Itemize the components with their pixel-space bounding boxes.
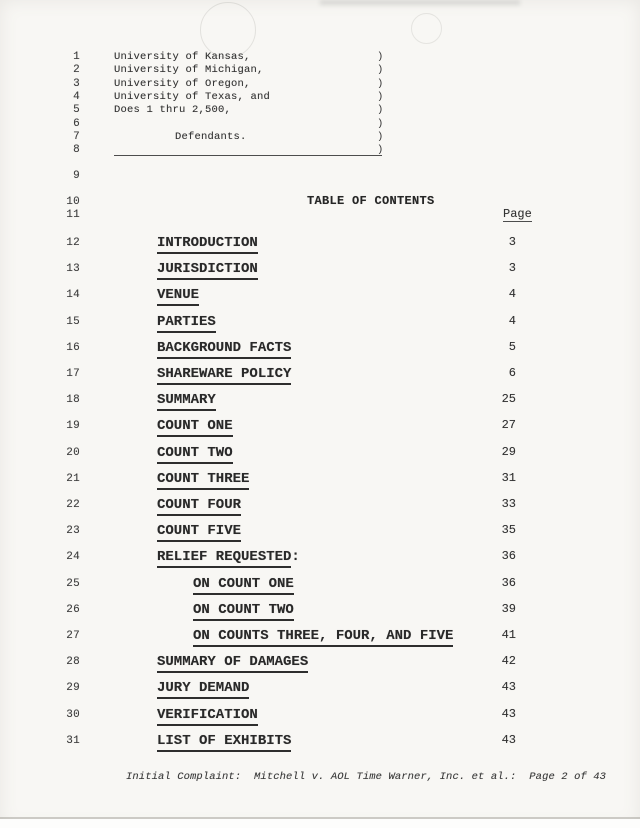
blank-line-row bbox=[0, 170, 640, 188]
toc-entry-underlined-text: COUNT FOUR bbox=[157, 497, 241, 516]
toc-entry-page-number: 3 bbox=[508, 235, 516, 249]
toc-entry-underlined-text: COUNT THREE bbox=[157, 471, 249, 490]
toc-entry-label bbox=[157, 523, 241, 539]
toc-entry-page-number: 36 bbox=[501, 575, 516, 590]
toc-entry-label bbox=[157, 680, 249, 696]
toc-entry-row bbox=[0, 314, 640, 332]
toc-entry-page-number: 4 bbox=[508, 287, 516, 302]
toc-entry-row bbox=[0, 680, 640, 698]
line-number: 13 bbox=[66, 263, 80, 276]
caption-paren: ) bbox=[377, 51, 384, 63]
toc-entry-underlined-text: INTRODUCTION bbox=[157, 235, 258, 254]
caption-underline bbox=[114, 145, 382, 156]
toc-entry-label bbox=[157, 392, 216, 408]
toc-entry-label bbox=[157, 314, 216, 330]
toc-entry-page-number: 41 bbox=[501, 628, 516, 642]
caption-paren: ) bbox=[377, 104, 384, 117]
caption-text: University of Michigan, bbox=[114, 64, 264, 77]
caption-text: University of Oregon, bbox=[114, 77, 251, 90]
line-number: 5 bbox=[73, 104, 80, 117]
toc-entry-underlined-text: JURY DEMAND bbox=[157, 680, 249, 699]
toc-entry-underlined-text: SHAREWARE POLICY bbox=[157, 366, 291, 385]
toc-entry-underlined-text: COUNT ONE bbox=[157, 418, 233, 437]
caption-paren: ) bbox=[377, 144, 384, 157]
line-number: 9 bbox=[73, 170, 80, 182]
scan-edge-strip bbox=[0, 819, 640, 828]
toc-entry-row bbox=[0, 576, 640, 594]
line-number: 10 bbox=[66, 196, 80, 208]
toc-entry-label bbox=[157, 418, 233, 434]
toc-entry-row bbox=[0, 340, 640, 358]
line-number: 27 bbox=[66, 630, 80, 642]
line-number: 2 bbox=[73, 64, 80, 77]
line-number: 30 bbox=[66, 708, 80, 721]
toc-entry-page-number: 25 bbox=[501, 392, 516, 407]
toc-entry-underlined-text: COUNT TWO bbox=[157, 445, 233, 464]
toc-entry-underlined-text: ON COUNT TWO bbox=[193, 602, 294, 621]
toc-entry-label bbox=[193, 576, 294, 592]
toc-entry-underlined-text: JURISDICTION bbox=[157, 261, 258, 280]
toc-entry-page-number: 3 bbox=[508, 261, 516, 276]
toc-entry-page-number: 4 bbox=[508, 313, 516, 328]
toc-entry-row bbox=[0, 235, 640, 253]
toc-entry-page-number: 27 bbox=[501, 418, 516, 433]
line-number: 4 bbox=[73, 91, 80, 104]
toc-title: TABLE OF CONTENTS bbox=[307, 194, 435, 208]
caption-paren: ) bbox=[377, 64, 384, 77]
caption-text: Defendants. bbox=[175, 131, 247, 144]
punch-hole bbox=[200, 2, 256, 58]
line-number: 17 bbox=[66, 368, 80, 380]
line-number: 1 bbox=[73, 51, 80, 63]
page-column-header: Page bbox=[503, 207, 532, 221]
toc-entry-page-number: 36 bbox=[501, 549, 516, 564]
toc-entry-row bbox=[0, 549, 640, 567]
caption-row bbox=[0, 144, 640, 162]
toc-entry-page-number: 43 bbox=[501, 706, 516, 721]
toc-entry-label bbox=[157, 471, 249, 487]
toc-entry-label bbox=[193, 602, 294, 618]
line-number: 18 bbox=[66, 394, 80, 407]
line-number: 8 bbox=[73, 144, 80, 157]
toc-entry-underlined-text: VERIFICATION bbox=[157, 707, 258, 726]
toc-entry-label bbox=[193, 628, 453, 644]
toc-entry-row bbox=[0, 707, 640, 725]
caption-text: Does 1 thru 2,500, bbox=[114, 104, 232, 117]
toc-entry-page-number: 33 bbox=[501, 497, 516, 511]
toc-entry-label bbox=[157, 340, 291, 356]
line-number: 26 bbox=[66, 603, 80, 616]
toc-entry-underlined-text: ON COUNTS THREE, FOUR, AND FIVE bbox=[193, 628, 453, 647]
toc-entry-label bbox=[157, 235, 258, 251]
toc-entry-row bbox=[0, 471, 640, 489]
line-number: 29 bbox=[66, 682, 80, 695]
toc-entry-page-number: 35 bbox=[501, 523, 516, 538]
line-number: 14 bbox=[66, 289, 80, 302]
toc-entry-page-number: 43 bbox=[501, 732, 516, 747]
line-number: 24 bbox=[66, 551, 80, 564]
toc-entry-page-number: 43 bbox=[501, 680, 516, 695]
caption-text: University of Texas, and bbox=[114, 91, 271, 104]
toc-entry-label bbox=[157, 366, 291, 382]
toc-entry-label bbox=[157, 287, 199, 303]
toc-entry-row bbox=[0, 628, 640, 646]
caption-paren: ) bbox=[377, 91, 384, 104]
line-number: 3 bbox=[73, 77, 80, 90]
toc-entry-row bbox=[0, 523, 640, 541]
toc-page-header-row bbox=[0, 207, 640, 225]
caption-paren: ) bbox=[377, 77, 384, 90]
toc-entry-underlined-text: LIST OF EXHIBITS bbox=[157, 733, 291, 752]
caption-paren: ) bbox=[377, 131, 384, 144]
toc-entry-label bbox=[157, 445, 233, 461]
caption-text: University of Kansas, bbox=[114, 51, 251, 63]
caption-paren: ) bbox=[377, 117, 384, 130]
toc-entry-page-number: 42 bbox=[501, 654, 516, 669]
line-number: 15 bbox=[66, 315, 80, 328]
line-number: 23 bbox=[66, 525, 80, 538]
toc-entry-row bbox=[0, 418, 640, 436]
toc-entry-page-number: 31 bbox=[501, 470, 516, 485]
line-number: 20 bbox=[66, 446, 80, 459]
toc-entry-underlined-text: SUMMARY bbox=[157, 392, 216, 411]
line-number: 25 bbox=[66, 577, 80, 590]
toc-entry-row bbox=[0, 261, 640, 279]
line-number: 11 bbox=[66, 209, 80, 221]
toc-entry-row bbox=[0, 497, 640, 515]
toc-entry-label bbox=[157, 707, 258, 723]
toc-entry-page-number: 5 bbox=[508, 339, 516, 354]
toc-entry-underlined-text: SUMMARY OF DAMAGES bbox=[157, 654, 308, 673]
scan-artifact-smear bbox=[320, 0, 520, 5]
toc-entry-underlined-text: BACKGROUND FACTS bbox=[157, 340, 291, 359]
line-number: 6 bbox=[73, 117, 80, 130]
line-number: 19 bbox=[66, 420, 80, 433]
line-number: 22 bbox=[66, 499, 80, 511]
toc-entry-label bbox=[157, 261, 258, 277]
toc-entry-page-number: 39 bbox=[501, 601, 516, 616]
toc-entry-underlined-text: ON COUNT ONE bbox=[193, 576, 294, 595]
toc-entry-row bbox=[0, 392, 640, 410]
document-footer: Initial Complaint: Mitchell v. AOL Time Warner, Inc. et al.: Page 2 of 43 bbox=[126, 771, 607, 783]
toc-entry-label bbox=[157, 497, 241, 513]
line-number: 21 bbox=[66, 472, 80, 485]
toc-entry-label bbox=[157, 549, 300, 565]
toc-entry-underlined-text: COUNT FIVE bbox=[157, 523, 241, 542]
toc-entry-underlined-text: RELIEF REQUESTED bbox=[157, 549, 291, 568]
line-number: 7 bbox=[73, 131, 80, 144]
toc-entry-suffix: : bbox=[291, 549, 300, 566]
toc-entry-page-number: 6 bbox=[508, 366, 516, 380]
toc-entry-row bbox=[0, 445, 640, 463]
line-number: 31 bbox=[66, 734, 80, 747]
line-number: 12 bbox=[66, 237, 80, 249]
toc-entry-row bbox=[0, 602, 640, 620]
punch-hole bbox=[411, 13, 442, 44]
line-number: 16 bbox=[66, 341, 80, 354]
toc-entry-page-number: 29 bbox=[501, 444, 516, 459]
toc-entry-label bbox=[157, 733, 291, 749]
toc-entry-row bbox=[0, 366, 640, 384]
line-number: 28 bbox=[66, 656, 80, 669]
toc-entry-row bbox=[0, 733, 640, 751]
toc-entry-label bbox=[157, 654, 308, 670]
toc-entry-row bbox=[0, 654, 640, 672]
toc-entry-row bbox=[0, 287, 640, 305]
toc-entry-underlined-text: PARTIES bbox=[157, 314, 216, 333]
toc-entry-underlined-text: VENUE bbox=[157, 287, 199, 306]
